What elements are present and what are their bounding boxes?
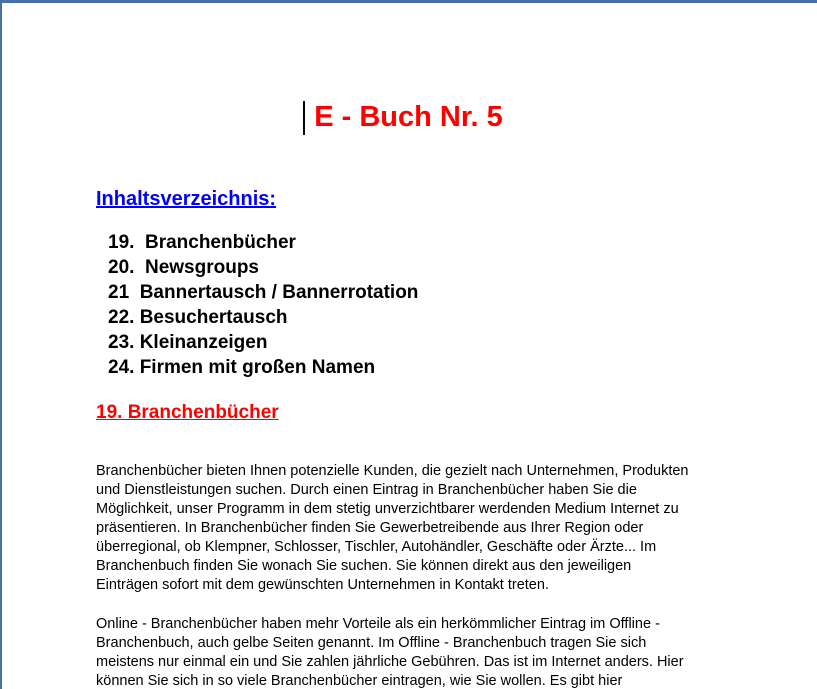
text-cursor (303, 101, 305, 135)
document-title[interactable]: E - Buch Nr. 5 (314, 101, 503, 133)
paragraph-line: Branchenbuch finden Sie wonach Sie suchen. Sie können direkt aus den jeweiligen (96, 558, 632, 574)
paragraph-2[interactable] (96, 615, 736, 689)
paragraph-line: Branchenbücher bieten Ihnen potenzielle Kunden, die gezielt nach Unternehmen, Produkten (96, 463, 689, 479)
paragraph-line: Einträgen sofort mit dem gewünschten Unternehmen in Kontakt treten. (96, 577, 549, 593)
section-heading-branchenbuecher[interactable]: 19. Branchenbücher (96, 402, 279, 423)
toc-list (108, 230, 418, 380)
paragraph-line: können Sie sich in so viele Branchenbücher eintragen, wie Sie wollen. Es gibt hier (96, 673, 623, 689)
paragraph-line: präsentieren. In Branchenbücher finden Sie Gewerbetreibende aus Ihrer Region oder (96, 520, 644, 536)
toc-item-19[interactable]: 19. Branchenbücher (108, 232, 296, 253)
toc-item-22[interactable]: 22. Besuchertausch (108, 307, 288, 328)
toc-item-20[interactable]: 20. Newsgroups (108, 257, 259, 278)
paragraph-line: überregional, ob Klempner, Schlosser, Tischler, Autohändler, Geschäfte oder Ärzte... Im (96, 539, 657, 555)
toc-item-23[interactable]: 23. Kleinanzeigen (108, 332, 268, 353)
paragraph-line: und Dienstleistungen suchen. Durch einen Eintrag in Branchenbücher haben Sie die (96, 482, 637, 498)
toc-item-24[interactable]: 24. Firmen mit großen Namen (108, 357, 376, 378)
paragraph-line: Möglichkeit, unser Programm in dem stetig unverzichtbarer werdenden Medium Internet zu (96, 501, 679, 517)
paragraph-line: Online - Branchenbücher haben mehr Vorteile als ein herkömmlicher Eintrag im Offline - (96, 616, 660, 632)
toc-item-21[interactable]: 21 Bannertausch / Bannerrotation (108, 282, 419, 303)
paragraph-line: Branchenbuch, auch gelbe Seiten genannt. Im Offline - Branchenbuch tragen Sie sich (96, 635, 647, 651)
paragraph-line: meistens nur einmal ein und Sie zahlen jährliche Gebühren. Das ist im Internet anders. Hier (96, 654, 684, 670)
paragraph-1[interactable] (96, 462, 736, 595)
toc-heading[interactable]: Inhaltsverzeichnis: (96, 188, 277, 210)
